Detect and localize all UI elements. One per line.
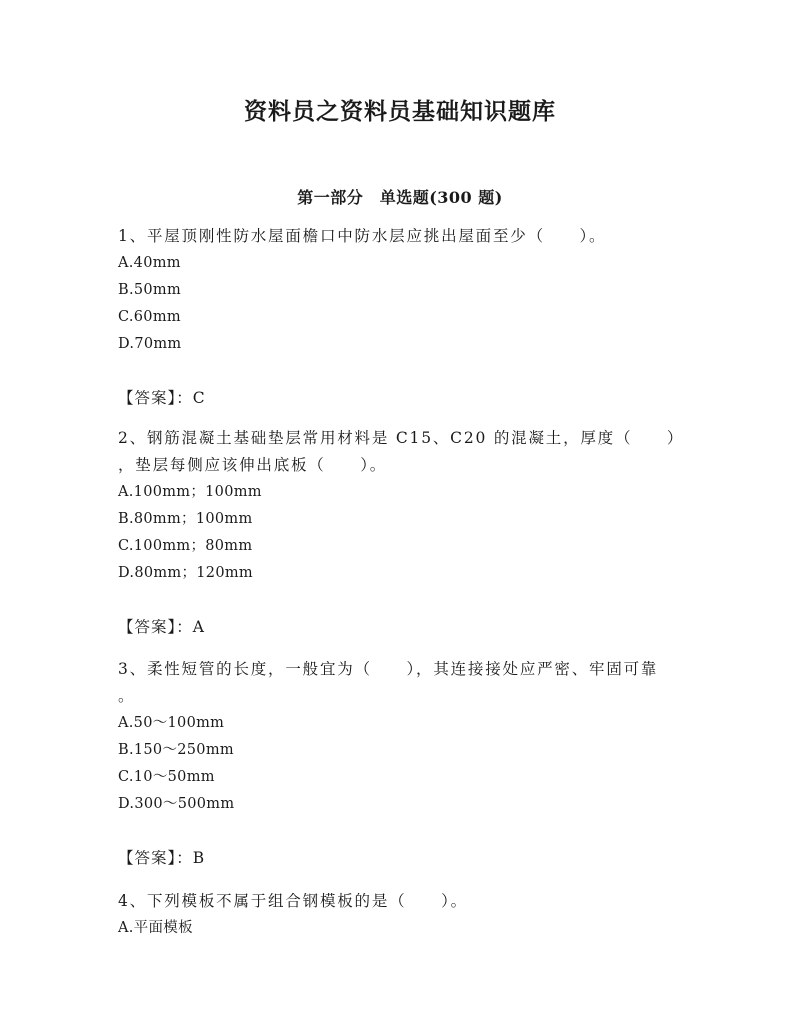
option-a: A.100mm；100mm xyxy=(118,484,262,500)
option-d: D.300～500mm xyxy=(118,796,235,812)
section-heading: 第一部分 单选题(300 题) xyxy=(297,188,503,207)
question-block-2 xyxy=(118,425,685,641)
question-text-continued: 。 xyxy=(118,687,136,705)
option-b: B.50mm xyxy=(118,282,182,298)
option-a: A.40mm xyxy=(118,255,181,271)
option-a: A.50～100mm xyxy=(118,715,225,731)
option-b: B.80mm；100mm xyxy=(118,511,253,527)
question-block-3 xyxy=(118,656,678,872)
question-text: 3、柔性短管的长度，一般宜为（ ），其连接接处应严密、牢固可靠 xyxy=(118,660,659,678)
option-b: B.150～250mm xyxy=(118,742,234,758)
answer-label: 【答案】：B xyxy=(118,849,206,867)
question-block-1 xyxy=(118,223,678,412)
answer-label: 【答案】：C xyxy=(118,389,206,407)
question-block-4 xyxy=(118,888,678,942)
answer-label: 【答案】：A xyxy=(118,618,205,636)
option-c: C.100mm；80mm xyxy=(118,538,253,554)
option-c: C.60mm xyxy=(118,309,181,325)
option-a: A.平面模板 xyxy=(118,920,193,936)
document-title: 资料员之资料员基础知识题库 xyxy=(244,98,556,125)
option-c: C.10～50mm xyxy=(118,769,215,785)
question-text: 4、下列模板不属于组合钢模板的是（ ）。 xyxy=(118,892,468,910)
question-text: 2、钢筋混凝土基础垫层常用材料是 C15、C20 的混凝土，厚度（ ） xyxy=(118,429,685,447)
question-text-continued: ，垫层每侧应该伸出底板（ ）。 xyxy=(118,456,388,474)
question-text: 1、平屋顶刚性防水屋面檐口中防水层应挑出屋面至少（ ）。 xyxy=(118,227,607,245)
option-d: D.80mm；120mm xyxy=(118,565,253,581)
option-d: D.70mm xyxy=(118,336,182,352)
